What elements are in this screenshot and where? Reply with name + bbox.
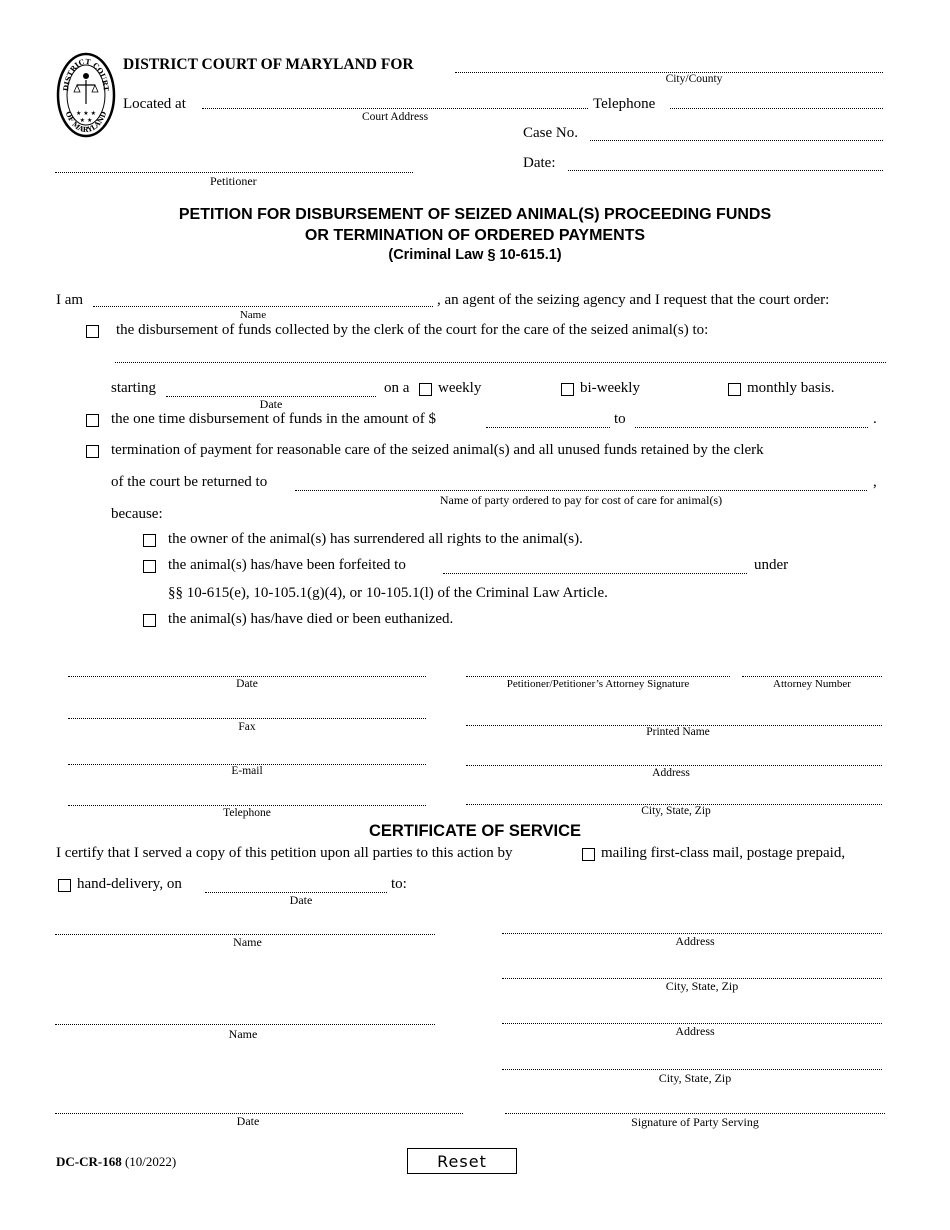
case-no-field[interactable] xyxy=(590,140,883,141)
service-address1-label: Address xyxy=(675,934,715,948)
to-colon-label: to: xyxy=(391,876,407,892)
delivery-date-label: Date xyxy=(289,893,313,907)
service-csz1-label: City, State, Zip xyxy=(665,979,739,993)
monthly-label: monthly basis. xyxy=(747,380,835,396)
court-seal-logo xyxy=(56,52,116,138)
returned-to-text: of the court be returned to xyxy=(111,474,268,490)
party-name-label: Name of party ordered to pay for cost of care for animal(s) xyxy=(439,493,723,507)
starting-date-label: Date xyxy=(259,397,283,411)
weekly-checkbox[interactable] xyxy=(419,383,432,396)
date-label: Date: xyxy=(523,155,556,171)
sig-telephone-label: Telephone xyxy=(223,807,271,819)
sig-city-state-zip-label: City, State, Zip xyxy=(641,805,711,817)
monthly-checkbox[interactable] xyxy=(728,383,741,396)
petitioner-label: Petitioner xyxy=(210,174,257,188)
city-county-label: City/County xyxy=(665,73,723,85)
reason-died-checkbox[interactable] xyxy=(143,614,156,627)
reset-button[interactable]: Reset xyxy=(407,1148,517,1174)
serving-signature-field[interactable] xyxy=(505,1113,885,1114)
hand-delivery-checkbox[interactable] xyxy=(58,879,71,892)
biweekly-checkbox[interactable] xyxy=(561,383,574,396)
certificate-heading: CERTIFICATE OF SERVICE xyxy=(368,822,582,840)
court-title: DISTRICT COURT OF MARYLAND FOR xyxy=(123,56,414,73)
date-field[interactable] xyxy=(568,170,883,171)
hand-delivery-label: hand-delivery, on xyxy=(77,876,182,892)
sig-address-field[interactable] xyxy=(466,765,882,766)
service-date-label: Date xyxy=(236,1114,260,1128)
option-one-time-checkbox[interactable] xyxy=(86,414,99,427)
service-name1-label: Name xyxy=(233,935,262,949)
party-name-field[interactable] xyxy=(295,490,867,491)
sig-fax-field[interactable] xyxy=(68,718,426,719)
petitioner-signature-label: Petitioner/Petitioner’s Attorney Signature xyxy=(506,678,690,690)
agent-text: , an agent of the seizing agency and I request that the court order: xyxy=(437,292,830,308)
form-title-statute: (Criminal Law § 10-615.1) xyxy=(388,247,562,263)
agent-name-label: Name xyxy=(239,309,267,321)
service-name2-label: Name xyxy=(228,1027,258,1041)
service-address2-label: Address xyxy=(675,1024,715,1038)
mailing-checkbox[interactable] xyxy=(582,848,595,861)
attorney-number-label: Attorney Number xyxy=(773,678,851,690)
service-csz2-field[interactable] xyxy=(502,1069,882,1070)
option-disbursement-text: the disbursement of funds collected by the clerk of the court for the care of the seized animal(s) to: xyxy=(116,322,709,338)
form-id xyxy=(56,1154,176,1170)
on-a-label: on a xyxy=(384,380,410,396)
period: . xyxy=(873,411,877,427)
i-am-text: I am xyxy=(56,292,84,308)
petitioner-field[interactable] xyxy=(55,172,413,173)
sig-telephone-field[interactable] xyxy=(68,805,426,806)
forfeited-to-field[interactable] xyxy=(443,573,747,574)
to-label: to xyxy=(614,411,626,427)
weekly-label: weekly xyxy=(438,380,482,396)
form-id-code: DC-CR-168 xyxy=(56,1154,122,1169)
mailing-label: mailing first-class mail, postage prepaid, xyxy=(601,845,846,861)
case-no-label: Case No. xyxy=(523,125,578,141)
serving-signature-label: Signature of Party Serving xyxy=(631,1115,759,1129)
biweekly-label: bi-weekly xyxy=(580,380,640,396)
telephone-label: Telephone xyxy=(593,96,656,112)
sig-email-label: E-mail xyxy=(231,765,263,777)
telephone-field[interactable] xyxy=(670,108,883,109)
option-termination-checkbox[interactable] xyxy=(86,445,99,458)
service-name2-field[interactable] xyxy=(55,1024,435,1025)
certificate-text: I certify that I served a copy of this petition upon all parties to this action by xyxy=(56,845,513,861)
reason-forfeited-statute: §§ 10-615(e), 10-105.1(g)(4), or 10-105.1(l) of the Criminal Law Article. xyxy=(168,585,608,601)
reason-surrendered-checkbox[interactable] xyxy=(143,534,156,547)
disbursement-recipient-field[interactable] xyxy=(115,362,886,363)
option-one-time-text: the one time disbursement of funds in the amount of $ xyxy=(111,411,436,427)
agent-name-field[interactable] xyxy=(93,306,433,307)
one-time-recipient-field[interactable] xyxy=(635,427,868,428)
sig-fax-label: Fax xyxy=(238,721,256,733)
because-label: because: xyxy=(111,506,163,522)
amount-field[interactable] xyxy=(486,427,610,428)
printed-name-label: Printed Name xyxy=(646,726,710,738)
attorney-number-field[interactable] xyxy=(742,676,882,677)
sig-address-label: Address xyxy=(652,767,690,779)
reason-died-text: the animal(s) has/have died or been euthanized. xyxy=(168,611,454,627)
option-termination-text: termination of payment for reasonable care of the seized animal(s) and all unused funds retained by the clerk xyxy=(111,442,764,458)
form-title-line2: OR TERMINATION OF ORDERED PAYMENTS xyxy=(304,227,646,244)
under-label: under xyxy=(754,557,789,573)
form-title-line1: PETITION FOR DISBURSEMENT OF SEIZED ANIMAL(S) PROCEEDING FUNDS xyxy=(178,206,772,223)
form-revision-date: (10/2022) xyxy=(124,1154,177,1169)
petitioner-signature-field[interactable] xyxy=(466,676,730,677)
reason-forfeited-text: the animal(s) has/have been forfeited to xyxy=(168,557,406,573)
service-csz2-label: City, State, Zip xyxy=(658,1071,732,1085)
sig-date-field[interactable] xyxy=(68,676,426,677)
court-address-field[interactable] xyxy=(202,108,588,109)
located-at-label: Located at xyxy=(123,96,186,112)
court-address-label: Court Address xyxy=(361,111,429,123)
comma: , xyxy=(873,474,877,490)
starting-label: starting xyxy=(111,380,156,396)
sig-date-label: Date xyxy=(236,678,258,690)
svg-text:DISTRICT COURT: DISTRICT COURT xyxy=(61,56,111,92)
reason-forfeited-checkbox[interactable] xyxy=(143,560,156,573)
option-disbursement-checkbox[interactable] xyxy=(86,325,99,338)
svg-text:★ ★: ★ ★ xyxy=(79,117,93,124)
reason-surrendered-text: the owner of the animal(s) has surrendered all rights to the animal(s). xyxy=(168,531,583,547)
svg-text:OF MARYLAND: OF MARYLAND xyxy=(63,110,109,135)
svg-text:★ ★ ★: ★ ★ ★ xyxy=(76,110,96,117)
